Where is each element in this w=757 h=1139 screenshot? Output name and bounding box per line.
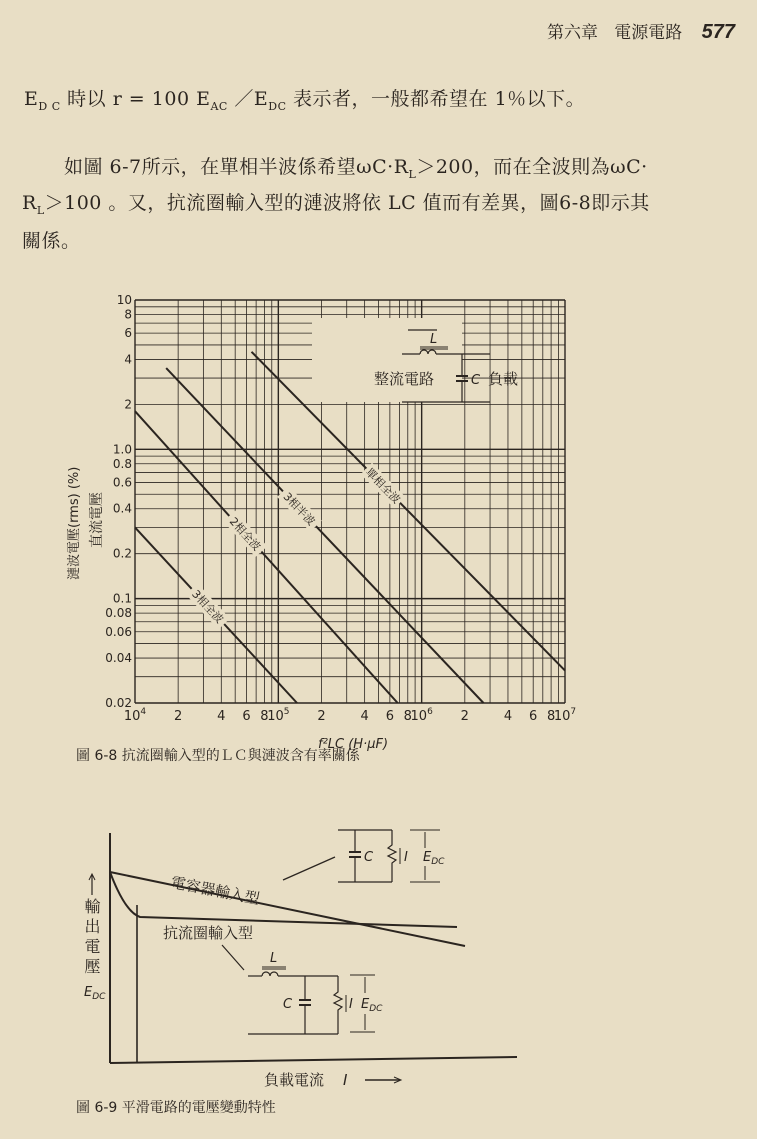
capacitor-input-label: 電容器輸入型 (169, 873, 262, 909)
load-label: 負載 (488, 370, 519, 388)
y-tick-label: 0.6 (112, 475, 132, 490)
text: ＞100 。又，抗流圈輸入型的漣波將依 LC 值而有差異，圖6-8即示其 (44, 192, 650, 214)
inductor-icon (262, 972, 278, 976)
capacitor-input-circuit (283, 830, 445, 882)
subscript: D C (38, 99, 61, 113)
y-tick-label: 6 (124, 326, 132, 341)
y-tick-label: 0.06 (105, 624, 132, 639)
x-tick-label: 6 (529, 709, 538, 724)
y-tick-label: 4 (124, 352, 132, 367)
choke-input-label: 抗流圈輸入型 (163, 924, 254, 942)
y-tick-label: 0.1 (112, 591, 132, 606)
inductor-label: L (270, 951, 278, 966)
chapter-label: 第六章 (547, 23, 598, 43)
series-label-text: 3相半波 (280, 490, 318, 529)
y-tick-label: 2 (124, 397, 132, 412)
series-line (166, 368, 483, 703)
figure-6-8-caption: 圖 6-8 抗流圈輸入型的ＬＣ與漣波含有率關係 (76, 748, 360, 764)
paragraph-line-4: 關係。 (22, 230, 81, 252)
subscript: L (408, 167, 417, 181)
y-axis-label: 漣波電壓(rms) (%) (67, 466, 82, 580)
resistor-icon (334, 976, 342, 1034)
x-tick-label: 4 (360, 709, 369, 724)
y-tick-label: 0.8 (112, 456, 132, 471)
page-number: 577 (701, 21, 735, 43)
figure-6-9-y-axis-label: 輸出電壓 (82, 898, 101, 978)
text: ／E (227, 88, 269, 110)
figure-6-9-diagram (84, 830, 517, 1089)
y-tick-label: 0.04 (105, 651, 132, 666)
inset-circuit (312, 318, 518, 402)
text: E (24, 88, 39, 110)
x-tick-label: 8 (260, 709, 269, 724)
text: 如圖 6-7所示，在單相半波係希望ωC·R (64, 156, 409, 178)
capacitor-label: C (364, 850, 374, 865)
current-label: I (404, 850, 408, 865)
capacitor-label: C (283, 997, 293, 1012)
y-tick-label: 0.2 (112, 546, 132, 561)
y-tick-label: 1.0 (112, 442, 132, 457)
x-tick-label: $10^4$ (123, 707, 147, 724)
x-tick-label: $10^5$ (267, 707, 290, 724)
series-label-text: 2相全波 (226, 514, 264, 554)
x-axis-label: 負載電流 (264, 1071, 325, 1089)
subscript: L (36, 203, 45, 217)
text: ＞200，而在全波則為ωC· (416, 156, 648, 178)
inductor-label: L (430, 332, 438, 347)
x-tick-label: 8 (403, 709, 412, 724)
pointer-arrow (222, 945, 244, 970)
choke-input-circuit (222, 945, 383, 1034)
current-label: I (349, 997, 353, 1012)
text: 時以 r = 100 E (60, 88, 211, 110)
x-tick-label: 6 (242, 709, 251, 724)
resistor-icon (388, 830, 396, 882)
series-label (186, 583, 230, 629)
x-axis (110, 1057, 517, 1063)
y-tick-label: 0.02 (105, 696, 132, 710)
series-label-text: 單相全波 (362, 465, 403, 507)
series-label-text: 3相全波 (189, 587, 226, 626)
text: R (22, 192, 37, 214)
subscript: DC (268, 99, 287, 113)
pointer-arrow (283, 857, 335, 880)
voltage-label: $E_{DC}$ (361, 997, 383, 1014)
x-tick-label: 4 (217, 709, 226, 724)
voltage-label: $E_{DC}$ (423, 850, 445, 867)
y-tick-label: 8 (124, 307, 132, 322)
x-tick-label: $10^6$ (410, 707, 433, 724)
y-tick-label: 0.08 (105, 606, 132, 621)
series-label (361, 463, 406, 508)
x-axis-symbol: I (343, 1071, 348, 1089)
figure-6-9-caption: 圖 6-9 平滑電路的電壓變動特性 (76, 1100, 276, 1116)
x-tick-label: 2 (460, 709, 469, 724)
figure-6-8-chart (66, 293, 576, 752)
subscript: AC (210, 99, 228, 113)
x-tick-label: 2 (317, 709, 326, 724)
x-tick-label: 8 (546, 709, 556, 724)
x-tick-label: 4 (503, 709, 513, 724)
series-label (223, 511, 267, 557)
text: 表示者，一般都希望在 1％以下。 (286, 88, 586, 110)
y-axis-label-2: 直流電壓 (89, 492, 105, 548)
section-label: 電源電路 (614, 23, 683, 43)
y-axis-symbol: $E_{DC}$ (84, 985, 106, 1002)
x-tick-label: $10^7$ (553, 707, 577, 724)
capacitor-label: C (471, 373, 481, 388)
y-tick-label: 0.4 (112, 501, 132, 516)
series-line (135, 411, 398, 703)
x-tick-label: 2 (174, 709, 183, 724)
x-tick-label: 6 (385, 709, 395, 724)
rectifier-label: 整流電路 (374, 370, 435, 388)
y-tick-label: 10 (116, 293, 132, 307)
x-axis-label: f²LC (H·μF) (318, 737, 389, 752)
